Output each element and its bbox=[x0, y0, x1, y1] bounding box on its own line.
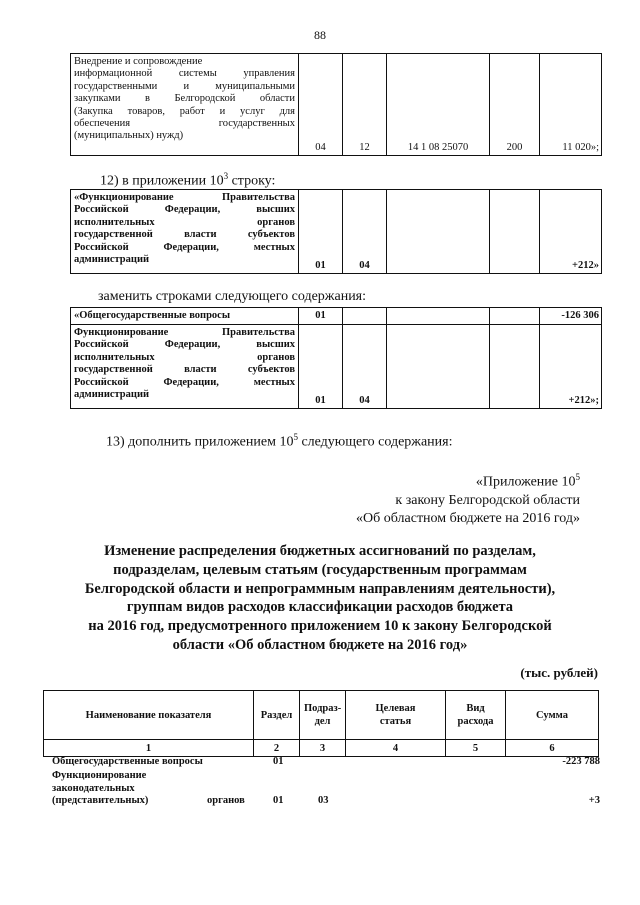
vid-cell: 200 bbox=[490, 54, 540, 156]
summa-cell: -223 788 bbox=[562, 756, 600, 767]
razdel-cell: 01 bbox=[273, 756, 284, 767]
podrazdel-cell: 04 bbox=[343, 190, 387, 274]
statya-cell bbox=[387, 190, 490, 274]
row-name: Общегосударственные вопросы bbox=[52, 756, 203, 767]
podrazdel-cell: 12 bbox=[343, 54, 387, 156]
header-razdel: Раздел bbox=[254, 691, 300, 740]
summa-cell: 11 020»; bbox=[540, 54, 602, 156]
row-name: Функционирование Правительства Российской Федерации, высших исполнительных органов государственной власти субъектов Российской Федерации, местных администраций bbox=[71, 325, 299, 409]
razdel-cell: 01 bbox=[299, 325, 343, 409]
col-number: 2 bbox=[254, 740, 300, 757]
row-general-questions bbox=[52, 756, 600, 769]
item-13: 13) дополнить приложением $10^5$ следующего содержания: bbox=[106, 432, 453, 450]
col-number: 3 bbox=[300, 740, 346, 757]
row-name-tail: органов bbox=[207, 795, 245, 806]
table-procurement-row bbox=[70, 53, 602, 156]
row-name-line: (представительных) bbox=[52, 795, 149, 806]
razdel-cell: 04 bbox=[299, 54, 343, 156]
header-podrazdel: Подраз-дел bbox=[300, 691, 346, 740]
item-12: 12) в приложении $10^3$ строку: bbox=[100, 171, 276, 189]
header-statya: Целевая статья bbox=[346, 691, 446, 740]
summa-cell: -126 306 bbox=[540, 308, 602, 325]
summa-cell: +212» bbox=[540, 190, 602, 274]
col-number: 1 bbox=[44, 740, 254, 757]
name-line: Внедрение и сопровождение bbox=[74, 56, 203, 67]
header-name: Наименование показателя bbox=[44, 691, 254, 740]
page-number: 88 bbox=[314, 28, 326, 42]
row-name-line: Функционирование bbox=[52, 770, 147, 781]
statya-cell: 14 1 08 25070 bbox=[387, 54, 490, 156]
col-number: 6 bbox=[506, 740, 599, 757]
row-name: «Функционирование Правительства Российской Федерации, высших исполнительных органов государственной власти субъектов Российской Федерации, местных администраций bbox=[71, 190, 299, 274]
podrazdel-cell: 04 bbox=[343, 325, 387, 409]
col-number: 5 bbox=[446, 740, 506, 757]
row-legislative bbox=[52, 770, 600, 820]
row-name: Внедрение и сопровождение информационной системы управления государственными и муниципальными закупками в Белгородской области (Закупка товаров, работ и услуг для обеспечения государственных (муниципальных) нужд) bbox=[71, 54, 299, 156]
vid-cell bbox=[490, 190, 540, 274]
razdel-cell: 01 bbox=[273, 795, 284, 806]
table-government-row bbox=[70, 189, 602, 274]
row-name: «Общегосударственные вопросы bbox=[71, 308, 299, 325]
document-title: Изменение распределения бюджетных ассигнований по разделам, подразделам, целевым статьям (государственным программам Белгородской области и непрограммным направлениям деятельности), группам видов расходов классификации расходов бюджета на 2016 год, предусмотренного приложением 10 к закону Белгородской области «Об областном бюджете на 2016 год» bbox=[84, 543, 556, 653]
podrazdel-cell: 03 bbox=[318, 795, 329, 806]
summa-cell: +212»; bbox=[540, 325, 602, 409]
main-table bbox=[43, 690, 599, 757]
summa-cell: +3 bbox=[588, 795, 600, 806]
header-vid: Вид расхода bbox=[446, 691, 506, 740]
units-label: (тыс. рублей) bbox=[520, 665, 598, 680]
row-name-line: законодательных bbox=[52, 782, 135, 794]
table-replacement-rows bbox=[70, 307, 602, 409]
razdel-cell: 01 bbox=[299, 190, 343, 274]
replace-text: заменить строками следующего содержания: bbox=[98, 289, 367, 304]
header-summa: Сумма bbox=[506, 691, 599, 740]
col-number: 4 bbox=[346, 740, 446, 757]
razdel-cell: 01 bbox=[299, 308, 343, 325]
annex-heading: «Приложение $10^5$ к закону Белгородской области «Об областном бюджете на 2016 год» bbox=[356, 472, 580, 526]
